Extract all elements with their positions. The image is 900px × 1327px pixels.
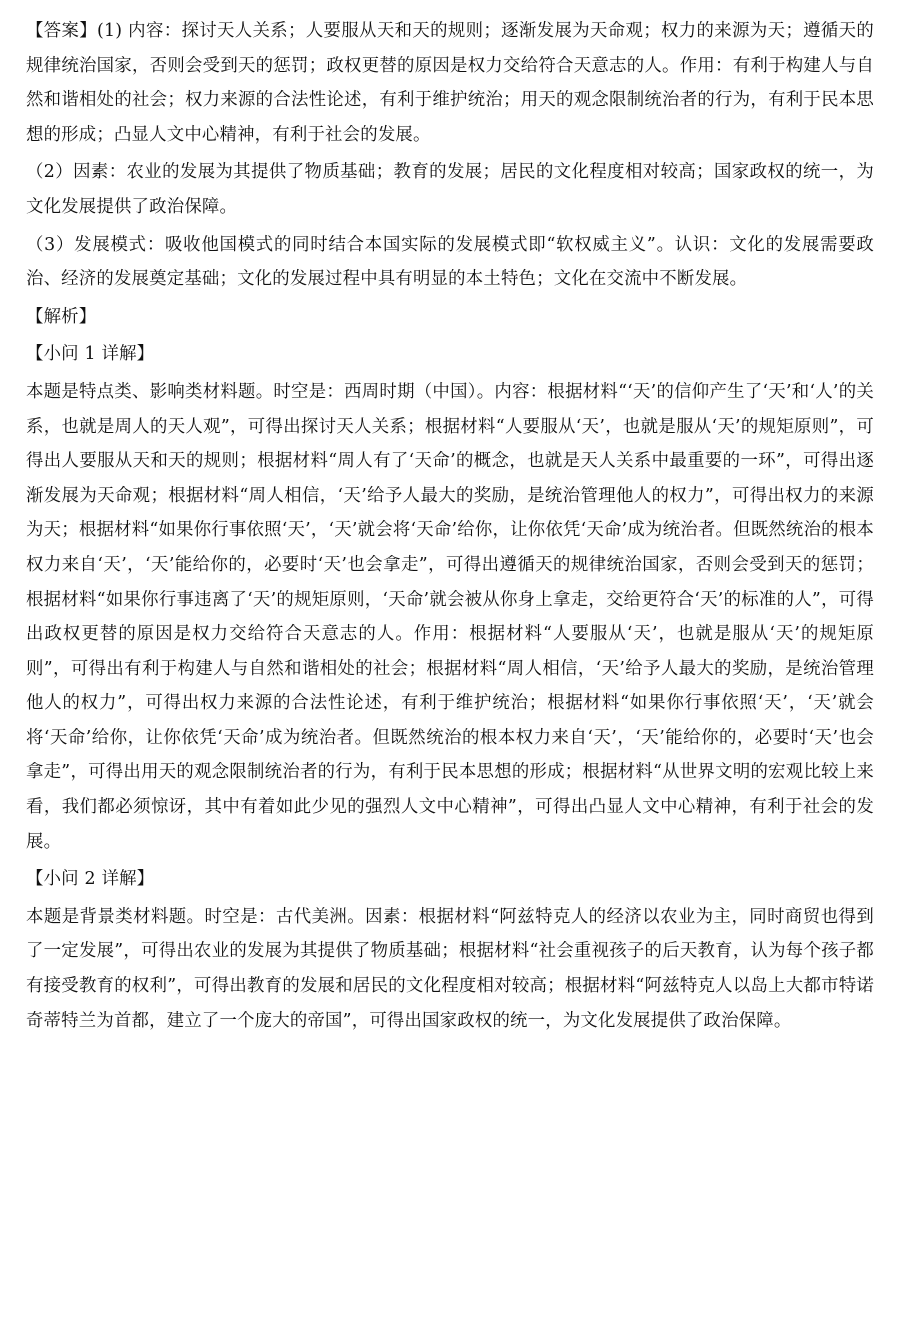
question-2-explanation: 本题是背景类材料题。时空是：古代美洲。因素：根据材料“阿兹特克人的经济以农业为主，同时商贸也得到了一定发展”，可得出农业的发展为其提供了物质基础；根据材料“社会重视孩子的后天教育，认为每个孩子都有接受教育的权利”，可得出教育的发展和居民的文化程度相对较高；根据材料“阿兹特克人以岛上大都市特诺奇蒂特兰为首都，建立了一个庞大的帝国”，可得出国家政权的统一，为文化发展提供了政治保障。: [26, 906, 874, 1031]
analysis-label: 【解析】: [26, 306, 97, 327]
answer-paragraph-1: 【答案】(1) 内容：探讨天人关系；人要服从天和天的规则；逐渐发展为天命观；权力的来源为天；遵循天的规律统治国家，否则会受到天的惩罚；政权更替的原因是权力交给符合天意志的人。作用：有利于构建人与自然和谐相处的社会；权力来源的合法性论述，有利于维护统治；用天的观念限制统治者的行为，有利于民本思想的形成；凸显人文中心精神，有利于社会的发展。: [26, 21, 874, 145]
answer-paragraph-3: （3）发展模式：吸收他国模式的同时结合本国实际的发展模式即“软权威主义”。认识：文化的发展需要政治、经济的发展奠定基础；文化的发展过程中具有明显的本土特色；文化在交流中不断发展。: [26, 234, 874, 290]
question-1-heading: 【小问 1 详解】: [26, 344, 155, 365]
question-1-explanation: 本题是特点类、影响类材料题。时空是：西周时期（中国）。内容：根据材料“‘天’的信仰产生了‘天’和‘人’的关系，也就是周人的天人观”，可得出探讨天人关系；根据材料“人要服从‘天’，也就是服从‘天’的规矩原则”，可得出人要服从天和天的规则；根据材料“周人有了‘天命’的概念，也就是天人关系中最重要的一环”，可得出逐渐发展为天命观；根据材料“周人相信，‘天’给予人最大的奖励，是统治管理他人的权力”，可得出权力的来源为天；根据材料“如果你行事依照‘天’，‘天’就会将‘天命’给你，让你依凭‘天命’成为统治者。但既然统治的根本权力来自‘天’，‘天’能给你的，必要时‘天’也会拿走”，可得出遵循天的规律统治国家，否则会受到天的惩罚；根据材料“如果你行事违离了‘天’的规矩原则，‘天命’就会被从你身上拿走，交给更符合‘天’的标准的人”，可得出政权更替的原因是权力交给符合天意志的人。作用：根据材料“人要服从‘天’，也就是服从‘天’的规矩原则”，可得出有利于构建人与自然和谐相处的社会；根据材料“周人相信，‘天’给予人最大的奖励，是统治管理他人的权力”，可得出权力来源的合法性论述，有利于维护统治；根据材料“如果你行事依照‘天’，‘天’就会将‘天命’给你，让你依凭‘天命’成为统治者。但既然统治的根本权力来自‘天’，‘天’能给你的，必要时‘天’也会拿走”，可得出用天的观念限制统治者的行为，有利于民本思想的形成；根据材料“从世界文明的宏观比较上来看，我们都必须惊讶，其中有着如此少见的强烈人文中心精神”，可得出凸显人文中心精神，有利于社会的发展。: [26, 381, 874, 852]
answer-paragraph-2: （2）因素：农业的发展为其提供了物质基础；教育的发展；居民的文化程度相对较高；国家政权的统一，为文化发展提供了政治保障。: [26, 162, 874, 217]
question-2-heading: 【小问 2 详解】: [26, 869, 155, 890]
